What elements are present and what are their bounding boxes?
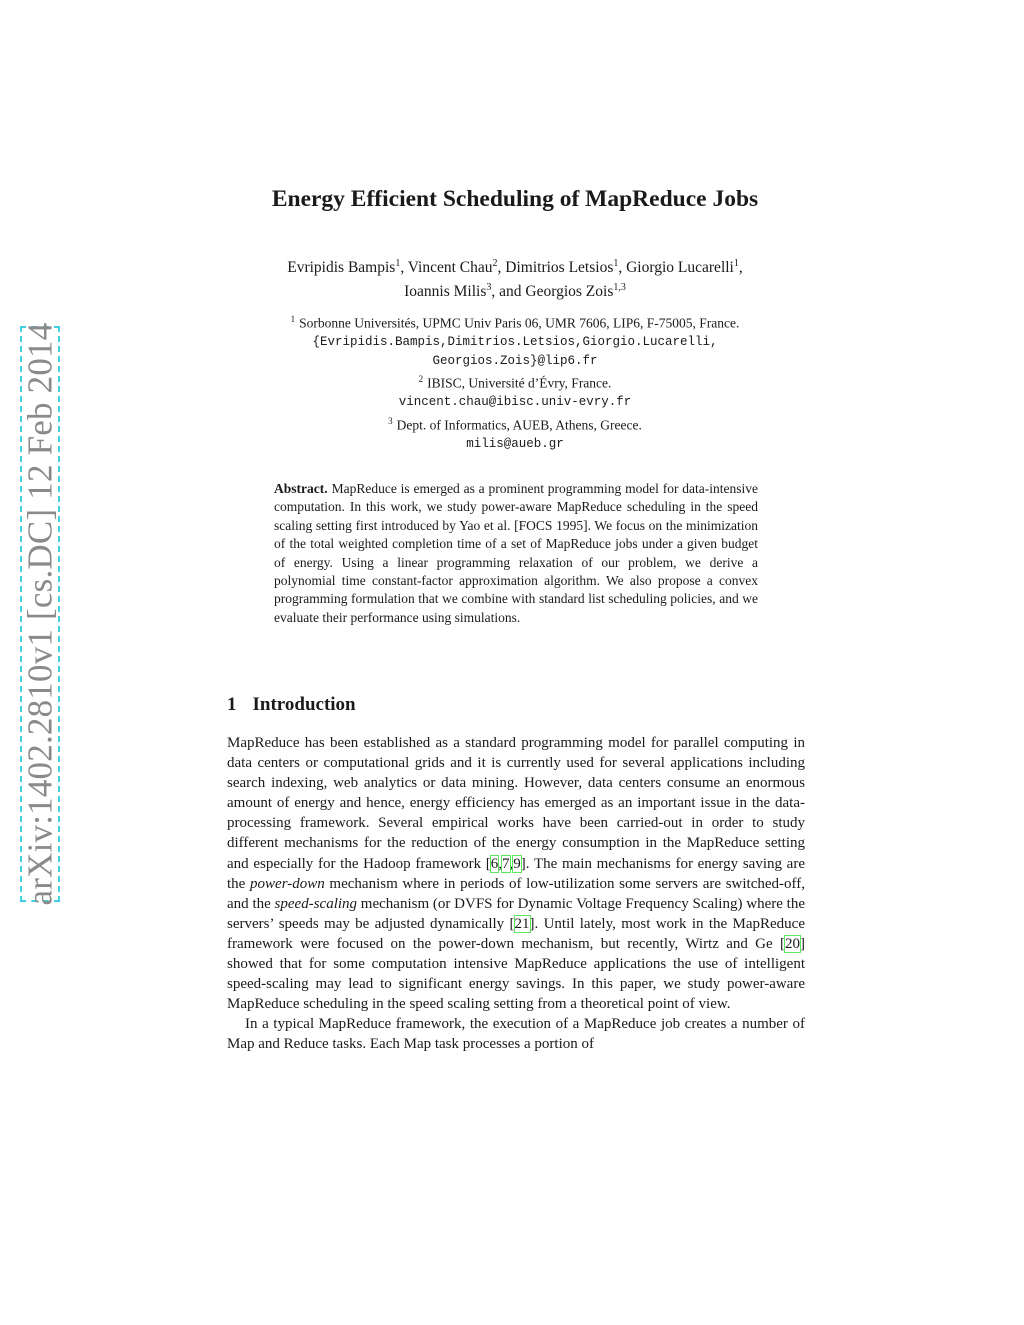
affiliation-mark: 2 [418, 374, 424, 385]
author-separator: , [738, 259, 743, 277]
author-line-1 [150, 254, 880, 278]
email-aueb: milis@aueb.gr [466, 437, 564, 452]
author-affil-mark: 1,3 [613, 282, 626, 294]
arxiv-identifier-stamp [20, 322, 60, 906]
affiliation-mark: 1 [290, 314, 296, 324]
paragraph-1-text: MapReduce has been established as a standard programming model for parallel computing in data centers or computational grids and it is currently used for several applications including search indexing, web analytics or data mining. However, data centers consume an enormous amount of energy and hence, energy efficiency has emerged as an important issue in the data-processing framework. Several empirical works have been carried-out in order to study different mechanisms for the reduction of the energy consumption in the MapReduce setting and especially for the Hadoop framework [227, 735, 805, 872]
author-list [150, 254, 880, 302]
citation-link[interactable]: 9 [513, 855, 521, 872]
section-number: 1 [227, 694, 237, 715]
paragraph-1-text: . The main mechanisms for energy saving are the [227, 855, 805, 892]
paragraph-1-text: mechanism where in periods of low-utilization some servers are switched-off, and the [227, 875, 805, 912]
paragraph-1-text: mechanism (or DVFS for Dynamic Voltage Frequency Scaling) where the servers’ speeds may be adjusted dynamically [227, 895, 806, 932]
author-chau: , Vincent Chau [400, 259, 493, 277]
paragraph-1-text: . Until lately, most work in the MapReduce framework were focused on the power-down mechanism, but recently, Wirtz and Ge [227, 915, 806, 952]
paragraph-2: In a typical MapReduce framework, the execution of a MapReduce job creates a number of Map and Reduce tasks. Each Map task processes a portion of [227, 1016, 805, 1053]
paper-title: Energy Efficient Scheduling of MapReduce Jobs [271, 186, 759, 212]
section-title: Introduction [252, 694, 356, 715]
abstract-text: MapReduce is emerged as a prominent programming model for data-intensive computation. In this work, we study power-aware MapReduce scheduling in the speed scaling setting first introduced by Yao et al. [FOCS 1995]. We focus on the minimization of the total weighted completion time of a set of MapReduce jobs under a given budget of energy. Using a linear programming relaxation of our problem, we derive a polynomial time constant-factor approximation algorithm. We also propose a convex programming formulation that we combine with standard list scheduling policies, and we evaluate their performance using simulations. [274, 481, 758, 625]
affiliation-3 [150, 412, 880, 435]
author-affil-mark: 1 [613, 258, 619, 269]
citation-link[interactable]: 6 [490, 855, 499, 872]
author-bampis: Evripidis Bampis [287, 259, 396, 277]
arxiv-identifier-text: arXiv:1402.2810v1 [cs.DC] 12 Feb 2014 [20, 322, 59, 906]
author-affil-mark: 3 [486, 282, 492, 294]
author-lucarelli: , Giorgio Lucarelli [618, 259, 734, 277]
affiliation-2 [150, 370, 880, 393]
affiliation-mark: 3 [388, 415, 393, 426]
email-lip6-line-1: {Evripidis.Bampis,Dimitrios.Letsios,Giorgio.Lucarelli, [312, 335, 718, 350]
emphasis-power-down: power-down [250, 875, 325, 892]
email-lip6-line-2: Georgios.Zois}@lip6.fr [432, 353, 598, 368]
citation-separator: , [509, 855, 514, 872]
author-affil-mark: 1 [395, 258, 401, 269]
email-ibisc: vincent.chau@ibisc.univ-evry.fr [398, 395, 632, 410]
affiliation-3-text: Dept. of Informatics, AUEB, Athens, Greece. [396, 417, 642, 433]
author-line-2 [150, 278, 880, 302]
affiliation-2-text: IBISC, Université d’Évry, France. [427, 375, 612, 391]
citation-separator: , [498, 855, 503, 872]
author-zois: , and Georgios Zois [491, 283, 614, 301]
affiliation-1 [150, 310, 880, 333]
citation-link[interactable]: 7 [502, 855, 510, 872]
abstract-label: Abstract. [274, 481, 328, 496]
author-milis: Ioannis Milis [404, 283, 487, 301]
affiliation-1-text: Sorbonne Universités, UPMC Univ Paris 06, UMR 7606, LIP6, F-75005, France. [299, 315, 740, 331]
author-affil-mark: 1 [733, 258, 739, 269]
author-affil-mark: 2 [492, 258, 498, 269]
introduction-body [227, 733, 805, 1055]
affiliations [150, 310, 880, 454]
paragraph-1: MapReduce has been established as a standard programming model for parallel computing in data centers or computational grids and it is currently used for several applications including search indexing, web analytics or data mining. However, data centers consume an enormous amount of energy and hence, energy efficiency has emerged as an important issue in the data-processing framework. Several empirical works have been carried-out in order to study different mechanisms for the reduction of the energy consumption in the MapReduce setting and especially for the Hadoop framework [6,7,9]. The main mechanisms for energy saving are the power-down mechanism where in periods of low-utilization some servers are switched-off, and the speed-scaling mechanism (or DVFS for Dynamic Voltage Frequency Scaling) where the servers’ speeds may be adjusted dynamically [21]. Until lately, most work in the MapReduce framework were focused on the power-down mechanism, but recently, Wirtz and Ge [20] showed that for some computation intensive MapReduce applications the use of intelligent speed-scaling may lead to significant energy savings. In this paper, we study power-aware MapReduce scheduling in the speed scaling setting from a theoretical point of view. [227, 735, 806, 1013]
section-heading-introduction [227, 694, 356, 716]
citation-link[interactable]: 20 [785, 935, 800, 952]
author-letsios: , Dimitrios Letsios [497, 259, 614, 277]
paragraph-1-text: showed that for some computation intensive MapReduce applications the use of intelligent speed-scaling may lead to significant energy savings. In this paper, we study power-aware MapReduce scheduling in the speed scaling setting from a theoretical point of view. [227, 956, 805, 1013]
emphasis-speed-scaling: speed-scaling [274, 895, 358, 912]
abstract [274, 480, 758, 627]
citation-link[interactable]: 21 [514, 915, 530, 932]
